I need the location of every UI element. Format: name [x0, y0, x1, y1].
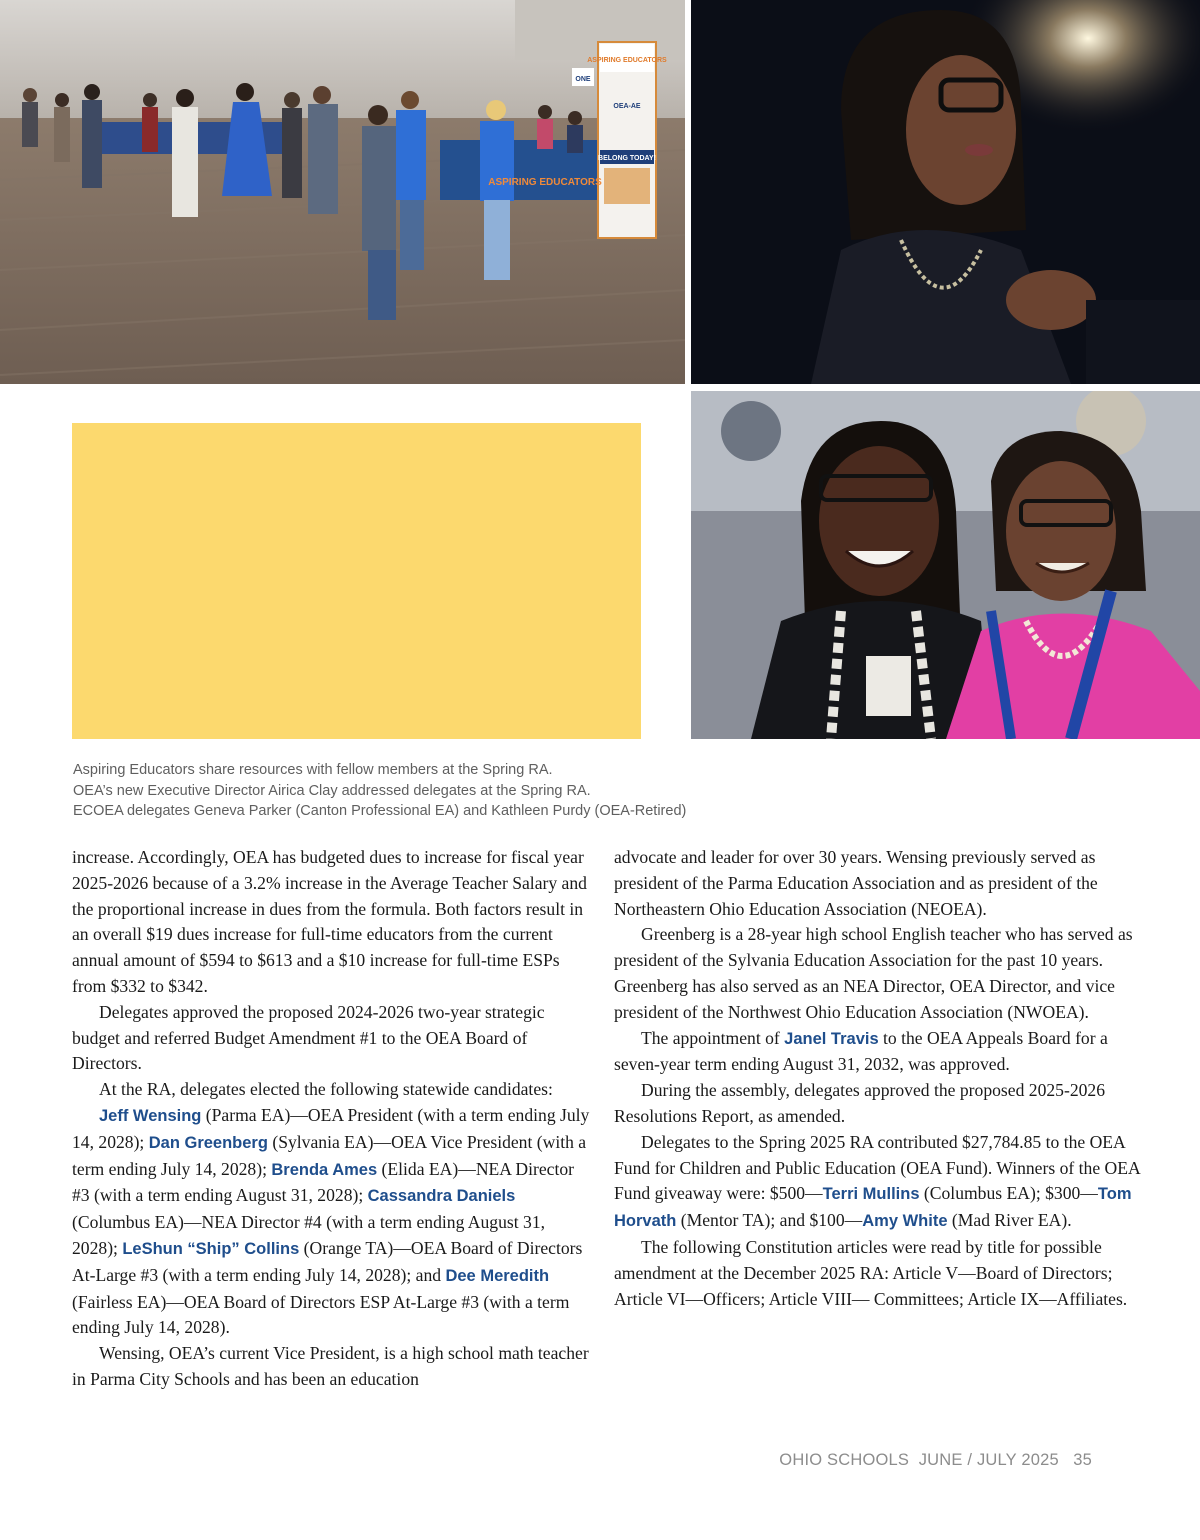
name-amy-white: Amy White: [862, 1212, 948, 1231]
name-brenda-ames: Brenda Ames: [271, 1160, 378, 1179]
name-leshun-collins: LeShun “Ship” Collins: [122, 1239, 300, 1258]
banner-middle-text: OEA-AE: [613, 103, 641, 110]
paragraph-appeals-board: The appointment of Janel Travis to the OEA Appeals Board for a seven-year term ending August 31, 2032, was approved.: [614, 1027, 1108, 1075]
photo-ecoea-delegates: [691, 391, 1200, 739]
footer-publication: OHIO SCHOOLS JUNE / JULY 2025: [779, 1451, 1059, 1469]
name-dan-greenberg: Dan Greenberg: [148, 1133, 268, 1152]
paragraph-elected-candidates: Jeff Wensing (Parma EA)—OEA President (with a term ending July 14, 2028); Dan Greenberg (Sylvania EA)—OEA Vice President (with a term ending July 14, 2028); Brenda Ames (Elida EA)—NEA Director #3 (with a term ending August 31, 2028); Cassandra Daniels (Columbus EA)—NEA Director #4 (with a term ending August 31, 2028); LeShun “Ship” Collins (Orange TA)—OEA Board of Directors At-Large #3 (with a term ending July 14, 2028); and Dee Meredith (Fairless EA)—OEA Board of Directors ESP At-Large #3 (with a term ending July 14, 2028).: [72, 1104, 590, 1338]
caption-line-1: Aspiring Educators share resources with fellow members at the Spring RA.: [73, 762, 553, 778]
paragraph-elected-intro: At the RA, delegates elected the following statewide candidates:: [99, 1079, 553, 1100]
article-column-right: [614, 845, 1144, 1312]
paragraph-constitution: The following Constitution articles were read by title for possible amendment at the December 2025 RA: Article V—Board of Directors; Article VI—Officers; Article VIII— Committees; Article IX—Affiliates.: [614, 1236, 1128, 1309]
name-janel-travis: Janel Travis: [784, 1029, 879, 1048]
name-tom-horvath: Tom Horvath: [614, 1185, 1132, 1231]
name-jeff-wensing: Jeff Wensing: [99, 1106, 202, 1125]
footer-page-number: 35: [1073, 1451, 1092, 1469]
page-footer: [779, 1451, 1092, 1470]
one-sign-text: ONE: [575, 76, 591, 83]
name-dee-meredith: Dee Meredith: [445, 1266, 550, 1285]
banner-cta-text: BELONG TODAY!: [598, 155, 656, 162]
paragraph-greenberg-bio: Greenberg is a 28-year high school English teacher who has served as president of the Sylvania Education Association for the past 10 years. Greenberg has also served as an NEA Director, OEA Director, and vice president of the Northwest Ohio Education Association (NWOEA).: [614, 924, 1133, 1022]
article-column-left: [72, 845, 594, 1393]
caption-line-2: OEA’s new Executive Director Airica Clay addressed delegates at the Spring RA.: [73, 782, 591, 799]
name-cassandra-daniels: Cassandra Daniels: [367, 1187, 516, 1206]
photo-captions: [73, 760, 833, 822]
caption-line-3: ECOEA delegates Geneva Parker (Canton Professional EA) and Kathleen Purdy (OEA-Retired): [73, 803, 687, 819]
table-sign-text: ASPIRING EDUCATORS: [488, 177, 602, 188]
paragraph-dues-increase: increase. Accordingly, OEA has budgeted dues to increase for fiscal year 2025-2026 because of a 3.2% increase in the Average Teacher Salary and the proportional increase in dues from the formula. Both factors result in an overall $19 dues increase for full-time educators from the current annual amount of $594 to $613 and a $10 increase for full-time ESPs from $332 to $342.: [72, 847, 587, 996]
name-terri-mullins: Terri Mullins: [822, 1185, 920, 1204]
paragraph-oea-fund: Delegates to the Spring 2025 RA contributed $27,784.85 to the OEA Fund for Children and Public Education (OEA Fund). Winners of the OEA Fund giveaway were: $500—Terri Mullins (Columbus EA); $300—Tom Horvath (Mentor TA); and $100—Amy White (Mad River EA).: [614, 1131, 1140, 1231]
paragraph-resolutions: During the assembly, delegates approved the proposed 2025-2026 Resolutions Report, as amended.: [614, 1080, 1106, 1126]
paragraph-wensing-bio: Wensing, OEA’s current Vice President, is a high school math teacher in Parma City Schools and has been an education: [72, 1343, 589, 1389]
banner-top-text: ASPIRING EDUCATORS: [587, 57, 667, 64]
paragraph-wensing-bio-cont: advocate and leader for over 30 years. Wensing previously served as president of the Parma Education Association and as president of the Northeastern Ohio Education Association (NEOEA).: [614, 847, 1098, 919]
paragraph-strategic-budget: Delegates approved the proposed 2024-2026 two-year strategic budget and referred Budget Amendment #1 to the OEA Board of Directors.: [72, 1001, 545, 1074]
photo-aspiring-educators: [0, 0, 685, 384]
photo-executive-director-speaking: [691, 0, 1200, 384]
yellow-placeholder-box: [72, 423, 641, 739]
